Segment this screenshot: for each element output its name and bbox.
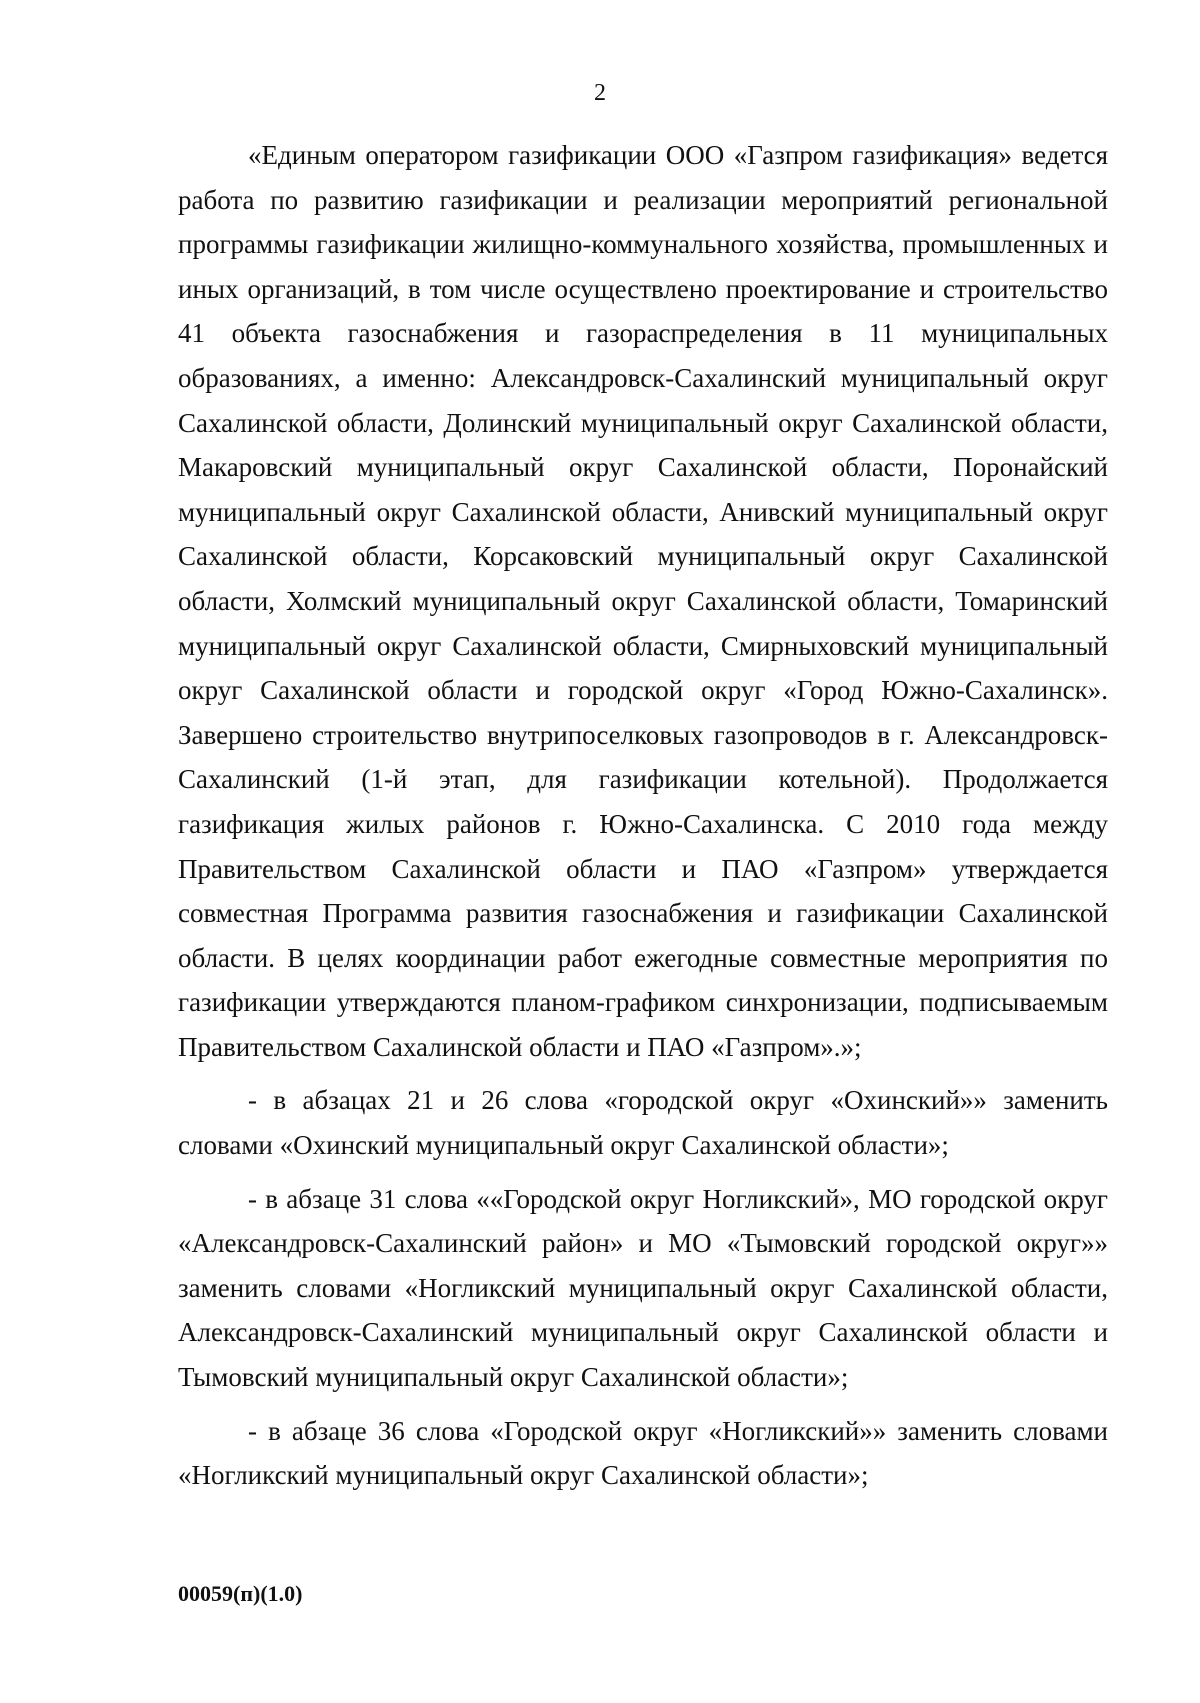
page-number: 2 [594, 80, 606, 106]
paragraph-amendment-31: - в абзаце 31 слова ««Городской округ Ногликский», МО городской округ «Александровск-Сахалинский район» и МО «Тымовский городской округ»» заменить словами «Ногликский муниципальный округ Сахалинской области, Александровск-Сахалинский муниципальный округ Сахалинской области и Тымовский муниципальный округ Сахалинской области»; [178, 1183, 1108, 1393]
paragraph-amendment-21-26: - в абзацах 21 и 26 слова «городской округ «Охинский»» заменить словами «Охинский муниципальный округ Сахалинской области»; [178, 1085, 1108, 1161]
paragraph-amendment-36: - в абзаце 36 слова «Городской округ «Ногликский»» заменить словами «Ногликский муниципальный округ Сахалинской области»; [178, 1415, 1108, 1491]
document-body [178, 133, 1108, 1498]
document-code: 00059(п)(1.0) [178, 1581, 303, 1606]
paragraph-gasification-operator: «Единым оператором газификации ООО «Газпром газификация» ведется работа по развитию газификации и реализации мероприятий региональной программы газификации жилищно-коммунального хозяйства, промышленных и иных организаций, в том числе осуществлено проектирование и строительство 41 объекта газоснабжения и газораспределения в 11 муниципальных образованиях, а именно: Александровск-Сахалинский муниципальный округ Сахалинской области, Долинский муниципальный округ Сахалинской области, Макаровский муниципальный округ Сахалинской области, Поронайский муниципальный округ Сахалинской области, Анивский муниципальный округ Сахалинской области, Корсаковский муниципальный округ Сахалинской области, Холмский муниципальный округ Сахалинской области, Томаринский муниципальный округ Сахалинской области, Смирныховский муниципальный округ Сахалинской области и городской округ «Город Южно-Сахалинск». Завершено строительство внутрипоселковых газопроводов в г. Александровск-Сахалинский (1-й этап, для газификации котельной). Продолжается газификация жилых районов г. Южно-Сахалинска. С 2010 года между Правительством Сахалинской области и ПАО «Газпром» утверждается совместная Программа развития газоснабжения и газификации Сахалинской области. В целях координации работ ежегодные совместные мероприятия по газификации утверждаются планом-графиком синхронизации, подписываемым Правительством Сахалинской области и ПАО «Газпром».»; [178, 140, 1108, 1062]
